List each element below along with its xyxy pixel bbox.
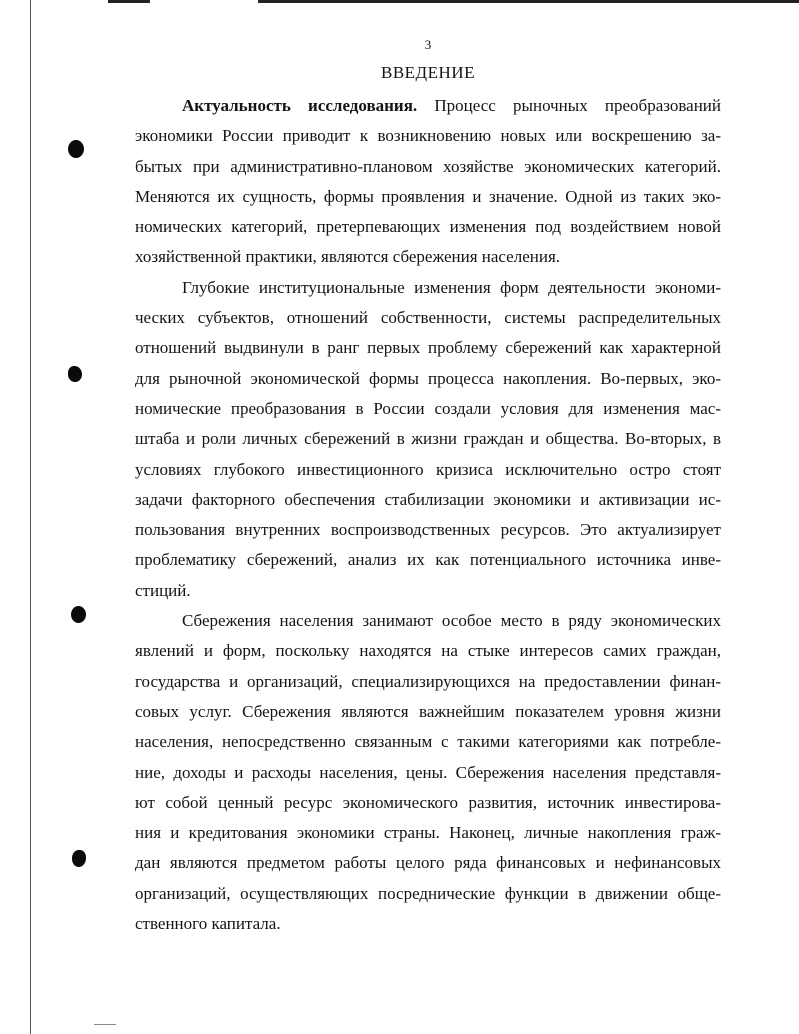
paragraph-line: номических категорий, претерпевающих изменения под воздействием новой	[135, 217, 721, 237]
paragraph-line: ют собой ценный ресурс экономического развития, источник инвестирова-	[135, 792, 721, 812]
punch-hole-mark	[72, 850, 86, 867]
paragraph-line: Сбережения населения занимают особое место в ряду экономических	[182, 611, 721, 631]
paragraph-line: Глубокие институциональные изменения форм деятельности экономи-	[182, 277, 721, 297]
punch-hole-mark	[68, 366, 82, 382]
paragraph-line: дан являются предметом работы целого ряда финансовых и нефинансовых	[135, 853, 721, 873]
lead-in-bold: Актуальность исследования.	[182, 96, 418, 115]
paragraph-line: пользования внутренних воспроизводственных ресурсов. Это актуализирует	[135, 520, 721, 540]
paragraph-line: ственного капитала.	[135, 914, 281, 934]
paragraph-line: населения, непосредственно связанным с такими категориями как потребле-	[135, 732, 721, 752]
paragraph-line: для рыночной экономической формы процесса накопления. Во-первых, эко-	[135, 368, 721, 388]
paragraph-line: экономики России приводит к возникновению новых или воскрешению за-	[135, 126, 721, 146]
paragraph-line: бытых при административно-плановом хозяйстве экономических категорий.	[135, 156, 721, 176]
scan-edge-line	[258, 0, 799, 3]
paragraph-line: ния и кредитования экономики страны. Наконец, личные накопления граж-	[135, 823, 721, 843]
punch-hole-mark	[68, 140, 84, 158]
paragraph-line: ние, доходы и расходы населения, цены. Сбережения населения представля-	[135, 762, 721, 782]
document-body	[135, 91, 721, 939]
paragraph-line: совых услуг. Сбережения являются важнейшим показателем уровня жизни	[135, 701, 721, 721]
paragraph-line: ческих субъектов, отношений собственности, системы распределительных	[135, 308, 721, 328]
paragraph-line: государства и организаций, специализирующихся на предоставлении финан-	[135, 671, 721, 691]
paragraph-line: Меняются их сущность, формы проявления и значение. Одной из таких эко-	[135, 186, 721, 206]
paragraph-line: проблематику сбережений, анализ их как потенциального источника инве-	[135, 550, 721, 570]
paragraph-line: хозяйственной практики, являются сбережения населения.	[135, 247, 561, 267]
paragraph-line: Актуальность исследования. Процесс рыночных преобразований	[182, 96, 721, 115]
scan-margin-line	[30, 0, 31, 1034]
section-heading: ВВЕДЕНИЕ	[381, 63, 475, 82]
scan-mark	[94, 1024, 116, 1025]
paragraph-line: отношений выдвинули в ранг первых проблему сбережений как характерной	[135, 338, 721, 358]
punch-hole-mark	[71, 606, 86, 623]
paragraph-line: штаба и роли личных сбережений в жизни граждан и общества. Во-вторых, в	[135, 429, 721, 449]
page-number: 3	[424, 37, 432, 52]
paragraph-line: номические преобразования в России создали условия для изменения мас-	[135, 398, 721, 418]
paragraph-line: явлений и форм, поскольку находятся на стыке интересов самих граждан,	[135, 641, 721, 661]
paragraph-line: задачи факторного обеспечения стабилизации экономики и активизации ис-	[135, 489, 721, 509]
paragraph-line: организаций, осуществляющих посреднические функции в движении обще-	[135, 883, 721, 903]
scan-edge-line	[108, 0, 150, 3]
paragraph-line: стиций.	[135, 580, 191, 600]
paragraph-line: условиях глубокого инвестиционного кризиса исключительно остро стоят	[135, 459, 721, 479]
